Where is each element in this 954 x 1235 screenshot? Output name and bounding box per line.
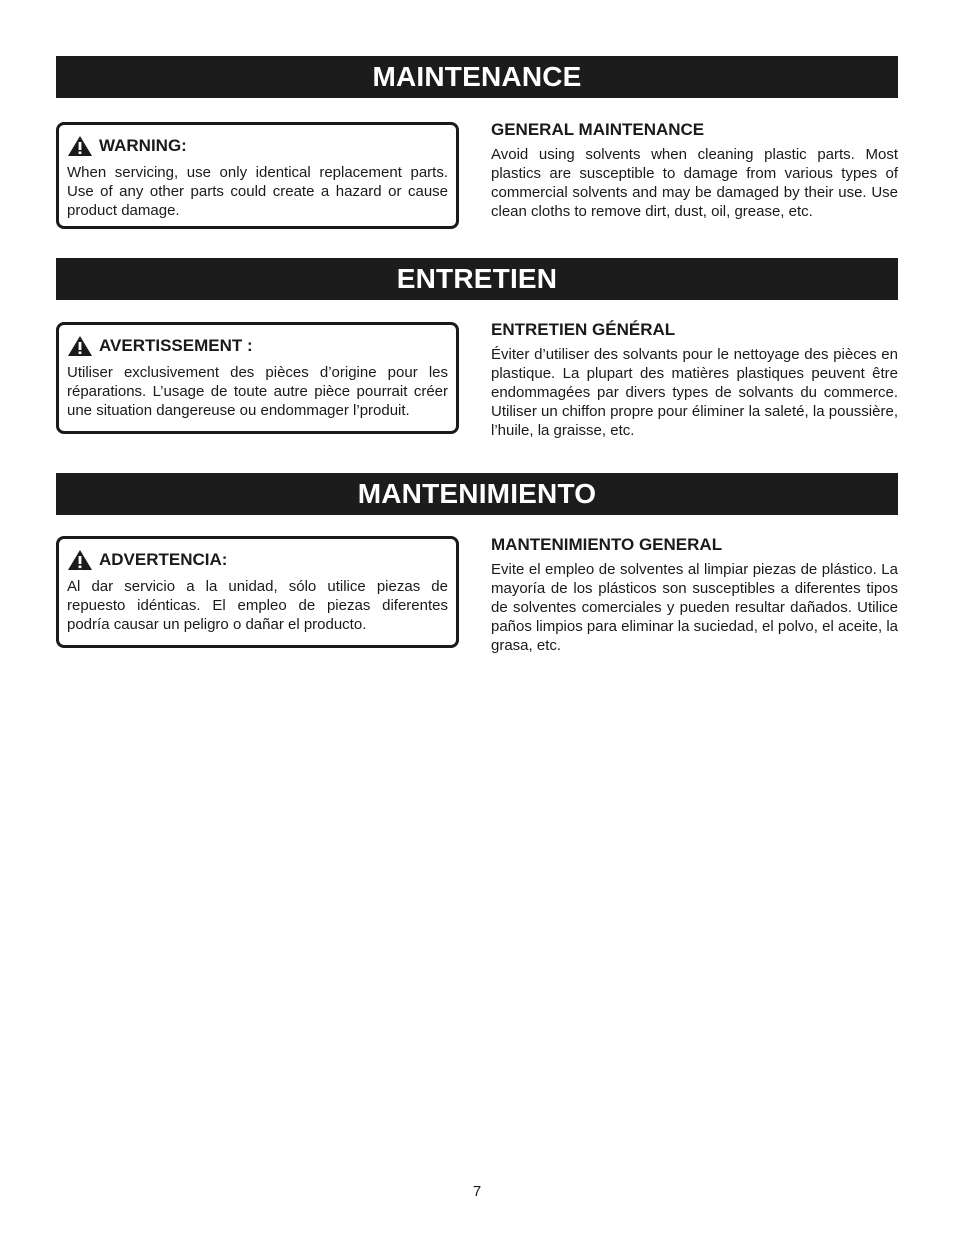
warning-box	[56, 536, 459, 648]
section-banner: ENTRETIEN	[56, 258, 898, 300]
warning-triangle-icon	[67, 549, 93, 571]
warning-text: Utiliser exclusivement des pièces d’origine pour les réparations. L’usage de toute autre pièce pourrait créer une situation dangereuse ou endommager l’produit.	[67, 364, 448, 419]
general-maintenance	[491, 535, 898, 655]
general-title: MANTENIMIENTO GENERAL	[491, 535, 723, 554]
general-maintenance	[491, 320, 898, 440]
general-title: ENTRETIEN GÉNÉRAL	[491, 320, 676, 339]
mantenimiento-section	[56, 473, 898, 665]
warning-title: AVERTISSEMENT :	[99, 336, 253, 355]
section-banner: MANTENIMIENTO	[56, 473, 898, 515]
warning-text: When servicing, use only identical replacement parts. Use of any other parts could create a hazard or cause product damage.	[67, 164, 448, 219]
general-text: Avoid using solvents when cleaning plastic parts. Most plastics are susceptible to damage from various types of commercial solvents and may be damaged by their use. Use clean cloths to remove dirt, dust, oil, grease, etc.	[491, 146, 898, 220]
warning-text: Al dar servicio a la unidad, sólo utilice piezas de repuesto idénticas. El empleo de piezas diferentes podría causar un peligro o dañar el producto.	[67, 578, 448, 633]
warning-box	[56, 322, 459, 434]
entretien-section	[56, 258, 898, 450]
warning-triangle-icon	[67, 335, 93, 357]
general-title: GENERAL MAINTENANCE	[491, 120, 705, 139]
maintenance-section	[56, 56, 898, 238]
general-text: Evite el empleo de solventes al limpiar piezas de plástico. La mayoría de los plásticos son susceptibles a diferentes tipos de solventes comerciales y pueden resultar dañados. Utilice paños limpios para eliminar la suciedad, el polvo, el aceite, la grasa, etc.	[491, 561, 898, 654]
section-banner: MAINTENANCE	[56, 56, 898, 98]
warning-title: ADVERTENCIA:	[99, 550, 228, 569]
page-number: 7	[472, 1183, 482, 1200]
warning-box	[56, 122, 459, 229]
general-maintenance	[491, 120, 898, 221]
warning-title: WARNING:	[99, 136, 187, 155]
general-text: Éviter d’utiliser des solvants pour le nettoyage des pièces en plastique. La plupart des matières plastiques peuvent être endommagées par divers types de solvants du commerce. Utiliser un chiffon propre pour éliminer la saleté, la poussière, l’huile, la graisse, etc.	[491, 346, 898, 439]
warning-triangle-icon	[67, 135, 93, 157]
